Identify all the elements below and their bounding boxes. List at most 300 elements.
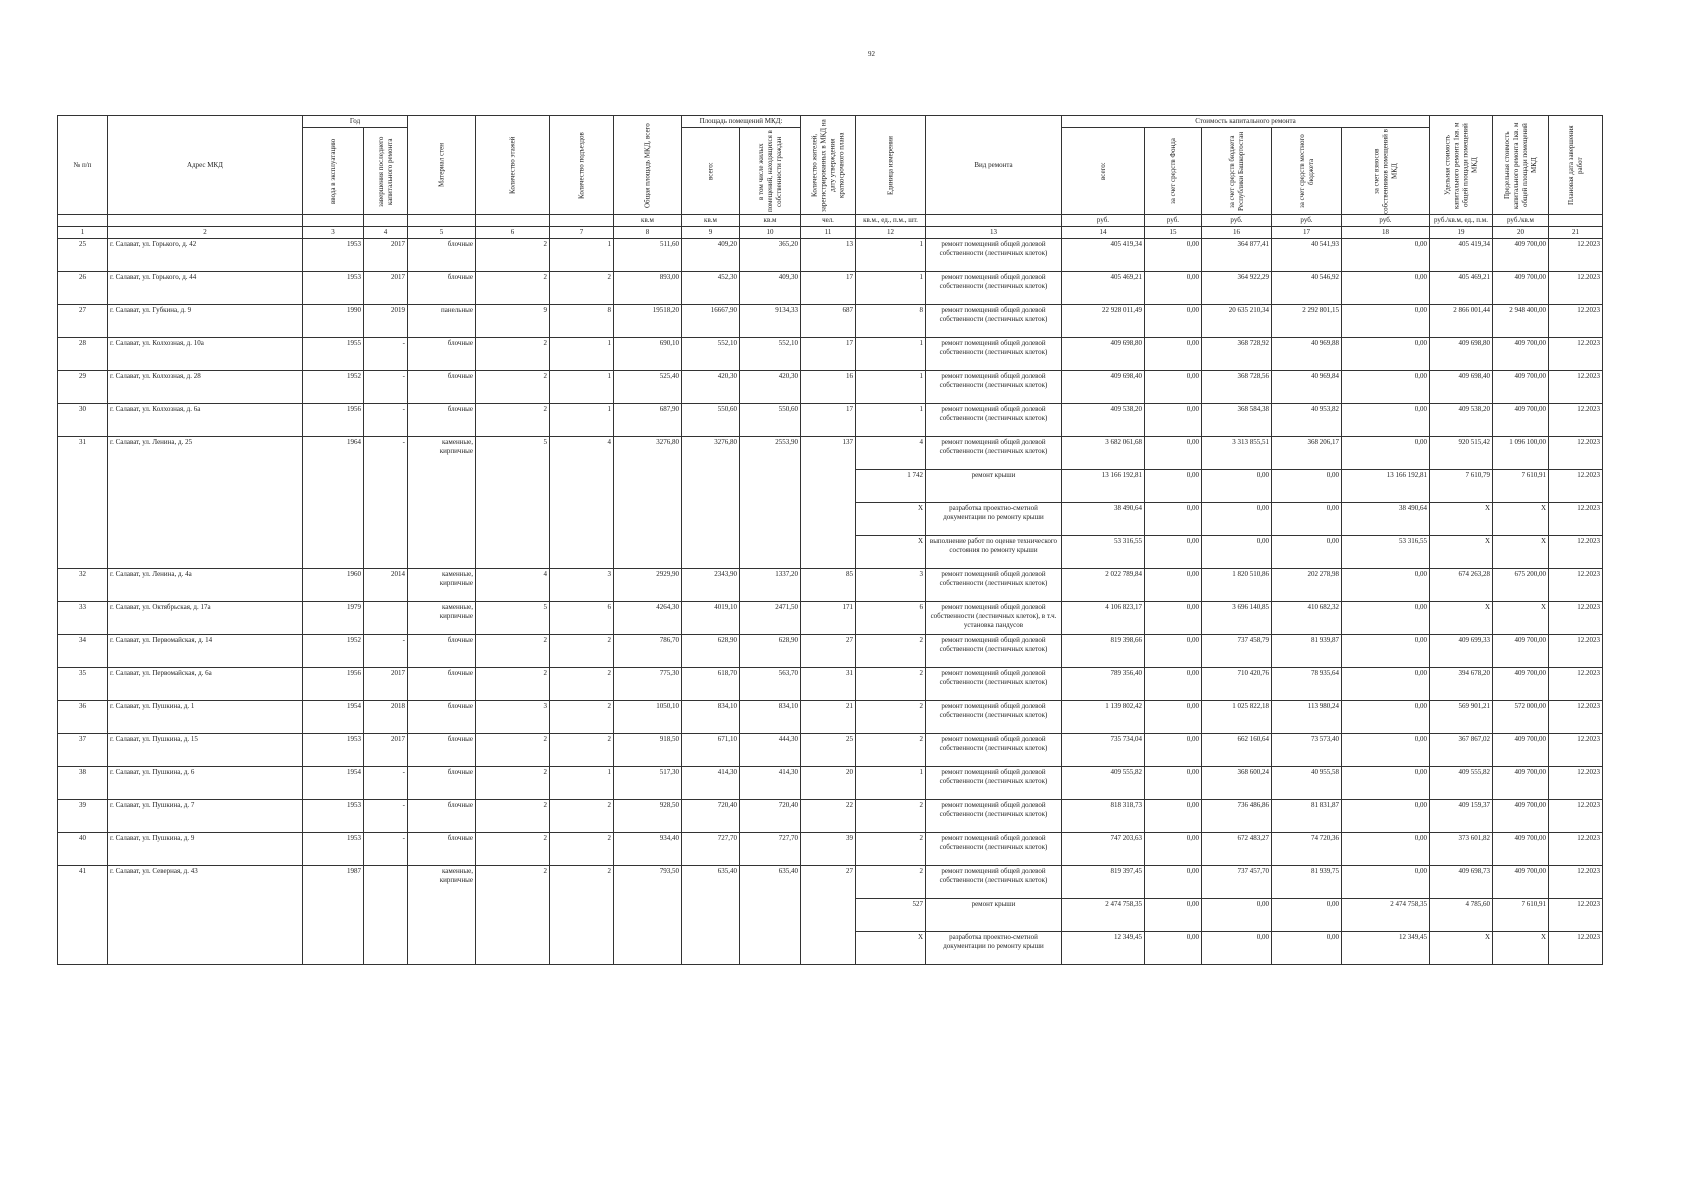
wall-material-cell: блочные xyxy=(408,800,476,833)
planned-date-cell: 12.2023 xyxy=(1549,866,1603,899)
max-cost-cell: 409 700,00 xyxy=(1493,668,1549,701)
residents-cell: 22 xyxy=(801,800,856,833)
max-cost-cell: 675 200,00 xyxy=(1493,569,1549,602)
cost-owners-cell: 13 166 192,81 xyxy=(1342,470,1430,503)
unit-cost-cell: 405 419,34 xyxy=(1430,239,1493,272)
premises-total-cell: 727,70 xyxy=(682,833,740,866)
wall-material-cell: каменные, кирпичные xyxy=(408,866,476,965)
cost-total-cell: 747 203,63 xyxy=(1062,833,1145,866)
table-row xyxy=(58,800,1603,833)
row-number: 25 xyxy=(58,239,108,272)
cost-owners-cell: 0,00 xyxy=(1342,767,1430,800)
floors-cell: 2 xyxy=(476,668,550,701)
entrances-cell: 4 xyxy=(550,437,614,569)
cost-fund-cell: 0,00 xyxy=(1145,734,1202,767)
cost-fund-cell: 0,00 xyxy=(1145,932,1202,965)
entrances-cell: 1 xyxy=(550,404,614,437)
cost-fund-cell: 0,00 xyxy=(1145,371,1202,404)
year-last-repair-cell: - xyxy=(364,800,408,833)
residents-cell: 17 xyxy=(801,272,856,305)
unit-cell: кв.м xyxy=(740,215,801,227)
year-commission-cell: 1952 xyxy=(303,371,364,404)
year-commission-cell: 1953 xyxy=(303,734,364,767)
unit-cell: руб. xyxy=(1342,215,1430,227)
entrances-cell: 6 xyxy=(550,602,614,635)
quantity-cell: 6 xyxy=(856,602,926,635)
table-row xyxy=(58,701,1603,734)
max-cost-cell: 409 700,00 xyxy=(1493,767,1549,800)
header-cost-fund: за счет средств Фонда xyxy=(1145,128,1202,215)
address-cell: г. Салават, ул. Северная, д. 43 xyxy=(108,866,303,965)
unit-cost-cell: 674 263,28 xyxy=(1430,569,1493,602)
residents-cell: 31 xyxy=(801,668,856,701)
units-row xyxy=(58,215,1603,227)
header-repair-type: Вид ремонта xyxy=(926,116,1062,215)
header-num: № п/п xyxy=(58,116,108,215)
planned-date-cell: 12.2023 xyxy=(1549,734,1603,767)
premises-residential-cell: 1337,20 xyxy=(740,569,801,602)
premises-total-cell: 409,20 xyxy=(682,239,740,272)
cost-owners-cell: 0,00 xyxy=(1342,239,1430,272)
year-last-repair-cell: 2017 xyxy=(364,734,408,767)
row-number: 41 xyxy=(58,866,108,965)
premises-residential-cell: 727,70 xyxy=(740,833,801,866)
total-area-cell: 517,30 xyxy=(614,767,682,800)
header-cost-owners: за счет взносов собственников помещений в МКД xyxy=(1342,128,1430,215)
header-unit: Единица измерения xyxy=(856,116,926,215)
column-number-cell: 18 xyxy=(1342,227,1430,239)
cost-owners-cell: 0,00 xyxy=(1342,701,1430,734)
repair-type-cell: разработка проектно-сметной документации по ремонту крыши xyxy=(926,503,1062,536)
table-row xyxy=(58,833,1603,866)
total-area-cell: 928,50 xyxy=(614,800,682,833)
header-max-cost: Предельная стоимость капитального ремонта 1кв. м общей площади помещений МКД xyxy=(1493,116,1549,215)
table-row xyxy=(58,767,1603,800)
cost-owners-cell: 0,00 xyxy=(1342,272,1430,305)
cost-total-cell: 53 316,55 xyxy=(1062,536,1145,569)
unit-cell: руб. xyxy=(1272,215,1342,227)
cost-republic-cell: 672 483,27 xyxy=(1202,833,1272,866)
cost-owners-cell: 38 490,64 xyxy=(1342,503,1430,536)
premises-total-cell: 16667,90 xyxy=(682,305,740,338)
total-area-cell: 687,90 xyxy=(614,404,682,437)
address-cell: г. Салават, ул. Пушкина, д. 6 xyxy=(108,767,303,800)
table-row xyxy=(58,635,1603,668)
floors-cell: 5 xyxy=(476,437,550,569)
row-number: 27 xyxy=(58,305,108,338)
repair-type-cell: ремонт помещений общей долевой собственности (лестничных клеток) xyxy=(926,668,1062,701)
floors-cell: 5 xyxy=(476,602,550,635)
entrances-cell: 2 xyxy=(550,668,614,701)
cost-owners-cell: 0,00 xyxy=(1342,833,1430,866)
year-last-repair-cell: - xyxy=(364,371,408,404)
quantity-cell: 8 xyxy=(856,305,926,338)
cost-local-cell: 81 831,87 xyxy=(1272,800,1342,833)
cost-total-cell: 4 106 823,17 xyxy=(1062,602,1145,635)
premises-residential-cell: 635,40 xyxy=(740,866,801,965)
year-last-repair-cell: - xyxy=(364,338,408,371)
cost-republic-cell: 368 584,38 xyxy=(1202,404,1272,437)
planned-date-cell: 12.2023 xyxy=(1549,470,1603,503)
table-body xyxy=(58,239,1603,965)
cost-republic-cell: 0,00 xyxy=(1202,536,1272,569)
cost-fund-cell: 0,00 xyxy=(1145,470,1202,503)
cost-local-cell: 40 969,88 xyxy=(1272,338,1342,371)
unit-cell xyxy=(108,215,303,227)
cost-owners-cell: 0,00 xyxy=(1342,404,1430,437)
entrances-cell: 1 xyxy=(550,767,614,800)
unit-cost-cell: 409 555,82 xyxy=(1430,767,1493,800)
table-row xyxy=(58,602,1603,635)
cost-owners-cell: 0,00 xyxy=(1342,635,1430,668)
cost-fund-cell: 0,00 xyxy=(1145,503,1202,536)
column-number-cell: 21 xyxy=(1549,227,1603,239)
row-number: 40 xyxy=(58,833,108,866)
unit-cost-cell: 394 678,20 xyxy=(1430,668,1493,701)
cost-total-cell: 1 139 802,42 xyxy=(1062,701,1145,734)
premises-total-cell: 452,30 xyxy=(682,272,740,305)
premises-residential-cell: 2553,90 xyxy=(740,437,801,569)
row-number: 36 xyxy=(58,701,108,734)
column-number-cell: 20 xyxy=(1493,227,1549,239)
unit-cell: руб. xyxy=(1145,215,1202,227)
cost-owners-cell: 0,00 xyxy=(1342,866,1430,899)
cost-owners-cell: 0,00 xyxy=(1342,437,1430,470)
capital-repair-table xyxy=(57,115,1603,965)
entrances-cell: 2 xyxy=(550,272,614,305)
floors-cell: 9 xyxy=(476,305,550,338)
cost-local-cell: 40 969,84 xyxy=(1272,371,1342,404)
cost-republic-cell: 3 313 855,51 xyxy=(1202,437,1272,470)
quantity-cell: 2 xyxy=(856,701,926,734)
cost-local-cell: 2 292 801,15 xyxy=(1272,305,1342,338)
header-cost-group: Стоимость капитального ремонта xyxy=(1062,116,1430,128)
unit-cell xyxy=(58,215,108,227)
cost-total-cell: 2 474 758,35 xyxy=(1062,899,1145,932)
cost-republic-cell: 3 696 140,85 xyxy=(1202,602,1272,635)
repair-type-cell: ремонт помещений общей долевой собственности (лестничных клеток) xyxy=(926,866,1062,899)
total-area-cell: 893,00 xyxy=(614,272,682,305)
header-premises-residential: в том числе жилых помещений, находящихся в собственности граждан xyxy=(740,128,801,215)
cost-fund-cell: 0,00 xyxy=(1145,767,1202,800)
wall-material-cell: блочные xyxy=(408,272,476,305)
cost-republic-cell: 368 728,56 xyxy=(1202,371,1272,404)
premises-residential-cell: 628,90 xyxy=(740,635,801,668)
cost-total-cell: 38 490,64 xyxy=(1062,503,1145,536)
cost-total-cell: 409 538,20 xyxy=(1062,404,1145,437)
premises-total-cell: 618,70 xyxy=(682,668,740,701)
entrances-cell: 2 xyxy=(550,800,614,833)
quantity-cell: 2 xyxy=(856,866,926,899)
cost-total-cell: 409 555,82 xyxy=(1062,767,1145,800)
total-area-cell: 793,50 xyxy=(614,866,682,965)
repair-type-cell: ремонт помещений общей долевой собственности (лестничных клеток) xyxy=(926,635,1062,668)
year-last-repair-cell xyxy=(364,602,408,635)
total-area-cell: 4264,30 xyxy=(614,602,682,635)
max-cost-cell: 409 700,00 xyxy=(1493,239,1549,272)
wall-material-cell: блочные xyxy=(408,767,476,800)
column-number-cell: 16 xyxy=(1202,227,1272,239)
unit-cost-cell: 4 785,60 xyxy=(1430,899,1493,932)
cost-local-cell: 0,00 xyxy=(1272,503,1342,536)
premises-residential-cell: 444,30 xyxy=(740,734,801,767)
quantity-cell: 2 xyxy=(856,635,926,668)
repair-type-cell: разработка проектно-сметной документации по ремонту крыши xyxy=(926,932,1062,965)
header-premises-total: всего: xyxy=(682,128,740,215)
cost-owners-cell: 0,00 xyxy=(1342,602,1430,635)
cost-owners-cell: 0,00 xyxy=(1342,371,1430,404)
address-cell: г. Салават, ул. Пушкина, д. 7 xyxy=(108,800,303,833)
repair-type-cell: ремонт крыши xyxy=(926,470,1062,503)
year-commission-cell: 1956 xyxy=(303,668,364,701)
max-cost-cell: 409 700,00 xyxy=(1493,404,1549,437)
premises-residential-cell: 550,60 xyxy=(740,404,801,437)
address-cell: г. Салават, ул. Губкина, д. 9 xyxy=(108,305,303,338)
quantity-cell: 2 xyxy=(856,800,926,833)
cost-fund-cell: 0,00 xyxy=(1145,569,1202,602)
header-floors: Количество этажей xyxy=(476,116,550,215)
premises-residential-cell: 414,30 xyxy=(740,767,801,800)
table-row xyxy=(58,668,1603,701)
table-row xyxy=(58,305,1603,338)
premises-total-cell: 552,10 xyxy=(682,338,740,371)
year-commission-cell: 1955 xyxy=(303,338,364,371)
floors-cell: 2 xyxy=(476,866,550,965)
total-area-cell: 3276,80 xyxy=(614,437,682,569)
premises-total-cell: 2343,90 xyxy=(682,569,740,602)
repair-type-cell: ремонт помещений общей долевой собственности (лестничных клеток), в т.ч. установка пандусов xyxy=(926,602,1062,635)
repair-type-cell: ремонт помещений общей долевой собственности (лестничных клеток) xyxy=(926,767,1062,800)
unit-cost-cell: 409 538,20 xyxy=(1430,404,1493,437)
total-area-cell: 918,50 xyxy=(614,734,682,767)
column-number-cell: 15 xyxy=(1145,227,1202,239)
year-last-repair-cell xyxy=(364,866,408,965)
cost-fund-cell: 0,00 xyxy=(1145,833,1202,866)
table-row xyxy=(58,866,1603,899)
address-cell: г. Салават, ул. Горького, д. 44 xyxy=(108,272,303,305)
cost-total-cell: 818 318,73 xyxy=(1062,800,1145,833)
planned-date-cell: 12.2023 xyxy=(1549,536,1603,569)
entrances-cell: 2 xyxy=(550,701,614,734)
cost-total-cell: 405 469,21 xyxy=(1062,272,1145,305)
max-cost-cell: 409 700,00 xyxy=(1493,866,1549,899)
cost-owners-cell: 0,00 xyxy=(1342,734,1430,767)
quantity-cell: X xyxy=(856,503,926,536)
unit-cell xyxy=(926,215,1062,227)
wall-material-cell: каменные, кирпичные xyxy=(408,602,476,635)
unit-cost-cell: 409 159,37 xyxy=(1430,800,1493,833)
unit-cell xyxy=(303,215,364,227)
cost-fund-cell: 0,00 xyxy=(1145,866,1202,899)
unit-cell: кв.м., ед., п.м., шт. xyxy=(856,215,926,227)
unit-cost-cell: 367 867,02 xyxy=(1430,734,1493,767)
unit-cell: кв.м xyxy=(614,215,682,227)
year-commission-cell: 1953 xyxy=(303,800,364,833)
repair-type-cell: ремонт помещений общей долевой собственности (лестничных клеток) xyxy=(926,734,1062,767)
residents-cell: 13 xyxy=(801,239,856,272)
column-number-cell: 8 xyxy=(614,227,682,239)
residents-cell: 16 xyxy=(801,371,856,404)
quantity-cell: 1 742 xyxy=(856,470,926,503)
unit-cell: руб./кв.м, ед., п.м. xyxy=(1430,215,1493,227)
cost-total-cell: 22 928 011,49 xyxy=(1062,305,1145,338)
repair-type-cell: ремонт помещений общей долевой собственности (лестничных клеток) xyxy=(926,338,1062,371)
address-cell: г. Салават, ул. Горького, д. 42 xyxy=(108,239,303,272)
residents-cell: 21 xyxy=(801,701,856,734)
unit-cost-cell: 569 901,21 xyxy=(1430,701,1493,734)
cost-owners-cell: 0,00 xyxy=(1342,668,1430,701)
max-cost-cell: X xyxy=(1493,932,1549,965)
residents-cell: 25 xyxy=(801,734,856,767)
cost-owners-cell: 53 316,55 xyxy=(1342,536,1430,569)
cost-republic-cell: 710 420,76 xyxy=(1202,668,1272,701)
table-row xyxy=(58,338,1603,371)
wall-material-cell: каменные, кирпичные xyxy=(408,437,476,569)
unit-cost-cell: 920 515,42 xyxy=(1430,437,1493,470)
table-row xyxy=(58,734,1603,767)
unit-cell xyxy=(364,215,408,227)
unit-cell: руб. xyxy=(1202,215,1272,227)
premises-total-cell: 834,10 xyxy=(682,701,740,734)
cost-local-cell: 0,00 xyxy=(1272,470,1342,503)
premises-residential-cell: 720,40 xyxy=(740,800,801,833)
wall-material-cell: блочные xyxy=(408,734,476,767)
floors-cell: 2 xyxy=(476,767,550,800)
planned-date-cell: 12.2023 xyxy=(1549,569,1603,602)
cost-republic-cell: 0,00 xyxy=(1202,932,1272,965)
address-cell: г. Салават, ул. Колхозная, д. 10а xyxy=(108,338,303,371)
wall-material-cell: каменные, кирпичные xyxy=(408,569,476,602)
floors-cell: 2 xyxy=(476,404,550,437)
table-row xyxy=(58,437,1603,470)
cost-total-cell: 789 356,40 xyxy=(1062,668,1145,701)
unit-cost-cell: X xyxy=(1430,932,1493,965)
cost-local-cell: 74 720,36 xyxy=(1272,833,1342,866)
cost-owners-cell: 0,00 xyxy=(1342,338,1430,371)
column-number-cell: 10 xyxy=(740,227,801,239)
max-cost-cell: 2 948 400,00 xyxy=(1493,305,1549,338)
entrances-cell: 8 xyxy=(550,305,614,338)
cost-total-cell: 13 166 192,81 xyxy=(1062,470,1145,503)
cost-total-cell: 12 349,45 xyxy=(1062,932,1145,965)
entrances-cell: 2 xyxy=(550,866,614,965)
residents-cell: 39 xyxy=(801,833,856,866)
cost-fund-cell: 0,00 xyxy=(1145,800,1202,833)
cost-republic-cell: 1 820 510,86 xyxy=(1202,569,1272,602)
quantity-cell: 1 xyxy=(856,338,926,371)
quantity-cell: 527 xyxy=(856,899,926,932)
unit-cell xyxy=(1549,215,1603,227)
repair-type-cell: ремонт помещений общей долевой собственности (лестничных клеток) xyxy=(926,701,1062,734)
column-number-cell: 5 xyxy=(408,227,476,239)
max-cost-cell: 409 700,00 xyxy=(1493,338,1549,371)
unit-cell xyxy=(476,215,550,227)
cost-fund-cell: 0,00 xyxy=(1145,239,1202,272)
year-commission-cell: 1964 xyxy=(303,437,364,569)
address-cell: г. Салават, ул. Пушкина, д. 15 xyxy=(108,734,303,767)
quantity-cell: 1 xyxy=(856,371,926,404)
cost-republic-cell: 662 160,64 xyxy=(1202,734,1272,767)
unit-cost-cell: 409 698,40 xyxy=(1430,371,1493,404)
wall-material-cell: блочные xyxy=(408,239,476,272)
repair-type-cell: ремонт помещений общей долевой собственности (лестничных клеток) xyxy=(926,800,1062,833)
planned-date-cell: 12.2023 xyxy=(1549,800,1603,833)
total-area-cell: 2929,90 xyxy=(614,569,682,602)
cost-local-cell: 40 546,92 xyxy=(1272,272,1342,305)
max-cost-cell: 409 700,00 xyxy=(1493,635,1549,668)
quantity-cell: 3 xyxy=(856,569,926,602)
premises-total-cell: 4019,10 xyxy=(682,602,740,635)
planned-date-cell: 12.2023 xyxy=(1549,239,1603,272)
premises-total-cell: 420,30 xyxy=(682,371,740,404)
cost-republic-cell: 368 728,92 xyxy=(1202,338,1272,371)
planned-date-cell: 12.2023 xyxy=(1549,635,1603,668)
total-area-cell: 786,70 xyxy=(614,635,682,668)
cost-republic-cell: 737 458,79 xyxy=(1202,635,1272,668)
entrances-cell: 1 xyxy=(550,239,614,272)
header-unit-cost: Удельная стоимость капитального ремонта 1кв. м общей площади помещений МКД xyxy=(1430,116,1493,215)
premises-residential-cell: 563,70 xyxy=(740,668,801,701)
max-cost-cell: 572 000,00 xyxy=(1493,701,1549,734)
column-number-cell: 1 xyxy=(58,227,108,239)
planned-date-cell: 12.2023 xyxy=(1549,668,1603,701)
cost-owners-cell: 0,00 xyxy=(1342,800,1430,833)
table-row xyxy=(58,404,1603,437)
residents-cell: 687 xyxy=(801,305,856,338)
unit-cost-cell: 7 610,79 xyxy=(1430,470,1493,503)
table-row xyxy=(58,371,1603,404)
cost-fund-cell: 0,00 xyxy=(1145,437,1202,470)
repair-type-cell: ремонт помещений общей долевой собственности (лестничных клеток) xyxy=(926,305,1062,338)
year-commission-cell: 1953 xyxy=(303,272,364,305)
premises-residential-cell: 9134,33 xyxy=(740,305,801,338)
residents-cell: 137 xyxy=(801,437,856,569)
header-cost-total: всего: xyxy=(1062,128,1145,215)
residents-cell: 27 xyxy=(801,635,856,668)
entrances-cell: 2 xyxy=(550,833,614,866)
year-commission-cell: 1953 xyxy=(303,239,364,272)
page-number: 92 xyxy=(868,50,875,58)
planned-date-cell: 12.2023 xyxy=(1549,404,1603,437)
max-cost-cell: 409 700,00 xyxy=(1493,734,1549,767)
max-cost-cell: X xyxy=(1493,602,1549,635)
header-year-group: Год xyxy=(303,116,408,128)
cost-total-cell: 2 022 789,84 xyxy=(1062,569,1145,602)
row-number: 29 xyxy=(58,371,108,404)
year-commission-cell: 1952 xyxy=(303,635,364,668)
table-row xyxy=(58,272,1603,305)
header-entrances: Количество подъездов xyxy=(550,116,614,215)
wall-material-cell: блочные xyxy=(408,833,476,866)
address-cell: г. Салават, ул. Пушкина, д. 1 xyxy=(108,701,303,734)
premises-total-cell: 550,60 xyxy=(682,404,740,437)
floors-cell: 2 xyxy=(476,371,550,404)
header-cost-local: за счет средств местного бюджета xyxy=(1272,128,1342,215)
premises-total-cell: 628,90 xyxy=(682,635,740,668)
unit-cost-cell: 373 601,82 xyxy=(1430,833,1493,866)
planned-date-cell: 12.2023 xyxy=(1549,305,1603,338)
year-commission-cell: 1954 xyxy=(303,767,364,800)
entrances-cell: 3 xyxy=(550,569,614,602)
column-number-cell: 17 xyxy=(1272,227,1342,239)
cost-republic-cell: 736 486,86 xyxy=(1202,800,1272,833)
cost-fund-cell: 0,00 xyxy=(1145,635,1202,668)
wall-material-cell: блочные xyxy=(408,338,476,371)
year-last-repair-cell: 2014 xyxy=(364,569,408,602)
cost-republic-cell: 0,00 xyxy=(1202,503,1272,536)
year-last-repair-cell: - xyxy=(364,404,408,437)
max-cost-cell: 7 610,91 xyxy=(1493,470,1549,503)
